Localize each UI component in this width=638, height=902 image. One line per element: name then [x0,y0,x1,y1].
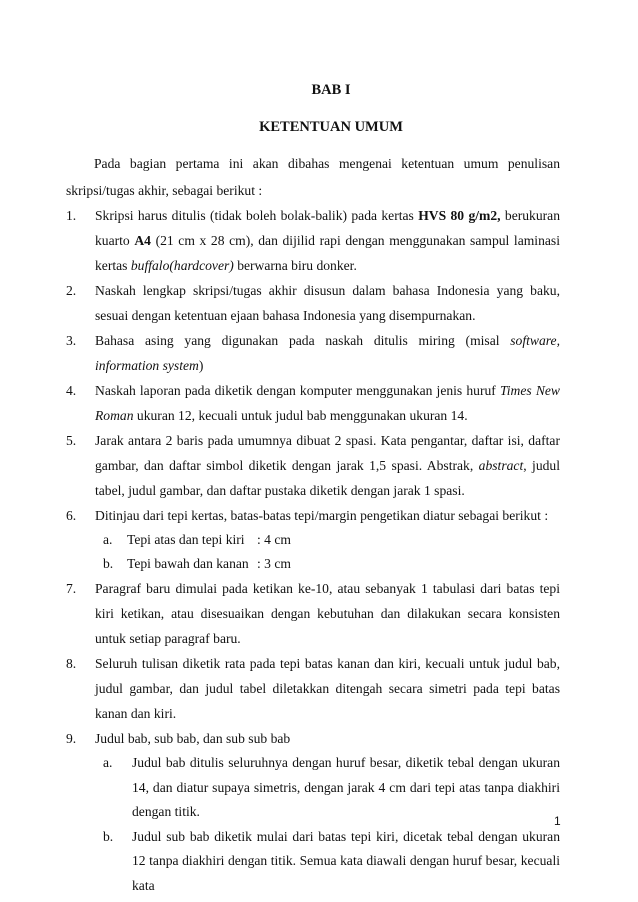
list-item-number: 8. [66,656,77,671]
chapter-heading: BAB I [311,82,351,98]
page-number: 1 [554,814,561,828]
text-run: Paragraf baru dimulai pada ketikan ke-10, atau sebanyak 1 tabulasi dari batas tepi kiri ketikan, atau disesuaikan dengan kebutuhan dan dilakukan secara konsisten untuk setiap paragraf baru. [95,581,560,646]
italic-text: software, information system [95,333,560,373]
list-item-number: 9. [66,731,77,746]
margin-name: Tepi atas dan tepi kiri [127,532,245,547]
margin-value: : 4 cm [257,532,291,547]
sublist-item [95,751,560,825]
list-item [66,328,560,378]
list-item-number: 7. [66,581,77,596]
list-item [66,428,560,503]
list-item-number: 1. [66,208,77,223]
list-item [66,378,560,428]
list-item-number: 6. [66,508,77,523]
sublist-item [95,528,560,552]
italic-text: abstract [478,458,524,473]
list-item-number: 4. [66,383,77,398]
list-item-text [95,333,560,373]
list-item [66,503,560,576]
sublist-label: a. [103,755,113,770]
text-run: berukuran kuarto [95,208,560,248]
list-item-text [95,283,560,323]
text-run: Seluruh tulisan diketik rata pada tepi batas kanan dan kiri, kecuali untuk judul bab, judul gambar, dan judul tabel diletakkan ditengah secara simetri pada tepi batas kanan dan kiri. [95,656,560,721]
rules-list [66,203,560,898]
text-run: Skripsi harus ditulis (tidak boleh bolak-balik) pada kertas [95,208,419,223]
text-run: ukuran 12, kecuali untuk judul bab menggunakan ukuran 14. [133,408,468,423]
heading-rules-sublist [95,751,560,898]
sublist-label: a. [103,532,113,547]
text-run: Bahasa asing yang digunakan pada naskah ditulis miring (misal [95,333,511,348]
text-run: Naskah lengkap skripsi/tugas akhir disusun dalam bahasa Indonesia yang baku, sesuai dengan ketentuan ejaan bahasa Indonesia yang disempurnakan. [95,283,560,323]
sublist-item [95,552,560,576]
text-run: (21 cm x 28 cm), dan dijilid rapi dengan menggunakan sampul laminasi kertas [95,233,560,273]
margin-value: : 3 cm [257,556,291,571]
sublist-item [95,825,560,899]
text-run: Ditinjau dari tepi kertas, batas-batas tepi/margin pengetikan diatur sebagai berikut : [95,508,549,523]
text-run: berwarna biru donker. [233,258,357,273]
chapter-title: KETENTUAN UMUM [259,119,403,135]
list-item-text [95,508,548,523]
text-run: , judul tabel, judul gambar, dan daftar pustaka diketik dengan jarak 1 spasi. [95,458,561,498]
list-item-text [95,383,560,423]
italic-text: Times New Roman [95,383,560,423]
list-item-text [95,731,290,746]
bold-text: A4 [134,233,151,248]
list-item-text [95,656,560,721]
intro-paragraph: Pada bagian pertama ini akan dibahas mengenai ketentuan umum penulisan skripsi/tugas akhir, sebagai berikut : [66,156,560,198]
list-item [66,278,560,328]
list-item-text [95,581,560,646]
list-item-text [95,208,560,273]
margin-sublist [95,528,560,576]
list-item-number: 5. [66,433,77,448]
list-item [66,203,560,278]
italic-text: buffalo(hardcover) [130,258,234,273]
sublist-text: Judul bab ditulis seluruhnya dengan huruf besar, diketik tebal dengan ukuran 14, dan diatur supaya simetris, dengan jarak 4 cm dari tepi atas tanpa diakhiri dengan titik. [132,755,560,819]
list-item [66,576,560,651]
sublist-label: b. [103,828,114,844]
text-run: Jarak antara 2 baris pada umumnya dibuat 2 spasi. Kata pengantar, daftar isi, daftar gambar, dan daftar simbol diketik dengan jarak 1,5 spasi. Abstrak, [95,433,560,473]
text-run: ) [198,358,204,373]
list-item-number: 2. [66,283,77,298]
margin-name: Tepi bawah dan kanan [127,556,249,571]
sublist-label: b. [103,556,114,571]
list-item [66,651,560,726]
text-run: Naskah laporan pada diketik dengan komputer menggunakan jenis huruf [95,383,500,398]
list-item-number: 3. [66,333,77,348]
sublist-text: Judul sub bab diketik mulai dari batas tepi kiri, dicetak tebal dengan ukuran 12 tanpa diakhiri dengan titik. Semua kata diawali dengan huruf besar, kecuali kata [132,828,560,893]
list-item-text [95,433,560,498]
bold-text: HVS 80 g/m2, [418,208,501,223]
list-item [66,726,560,898]
text-run: Judul bab, sub bab, dan sub sub bab [95,731,291,746]
